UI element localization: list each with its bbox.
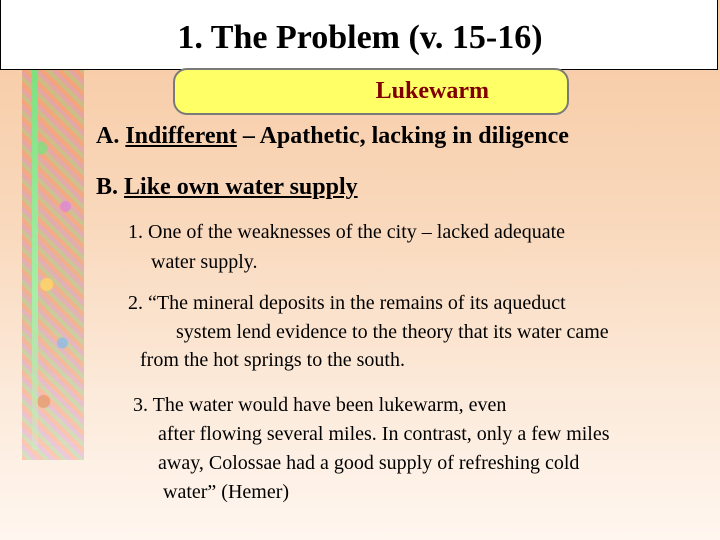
point-a (96, 121, 569, 151)
point-a-term: Indifferent (125, 123, 237, 149)
sub2-line1: 2. “The mineral deposits in the remains of its aqueduct (128, 292, 566, 314)
point-b-term: Like own water supply (124, 174, 358, 200)
sub3-line3: away, Colossae had a good supply of refreshing cold (158, 452, 580, 474)
sub1-line2: water supply. (151, 251, 258, 273)
decorative-green-bar (32, 70, 38, 450)
sub3-line4: water” (Hemer) (163, 481, 290, 503)
sub3-line1: 3. The water would have been lukewarm, even (133, 394, 507, 416)
point-b-letter: B. (96, 174, 125, 200)
banner-text: Lukewarm (375, 78, 489, 104)
point-a-rest: – Apathetic, lacking in diligence (236, 123, 569, 149)
point-a-letter: A. (96, 123, 126, 149)
sub2-line2: system lend evidence to the theory that its water came (176, 321, 609, 343)
point-b (96, 172, 358, 202)
sub1-line1: 1. One of the weaknesses of the city – lacked adequate (128, 221, 566, 243)
slide-title: 1. The Problem (v. 15-16) (177, 19, 543, 56)
sub2-line3: from the hot springs to the south. (140, 349, 405, 371)
sub3-line2: after flowing several miles. In contrast, only a few miles (158, 423, 610, 445)
